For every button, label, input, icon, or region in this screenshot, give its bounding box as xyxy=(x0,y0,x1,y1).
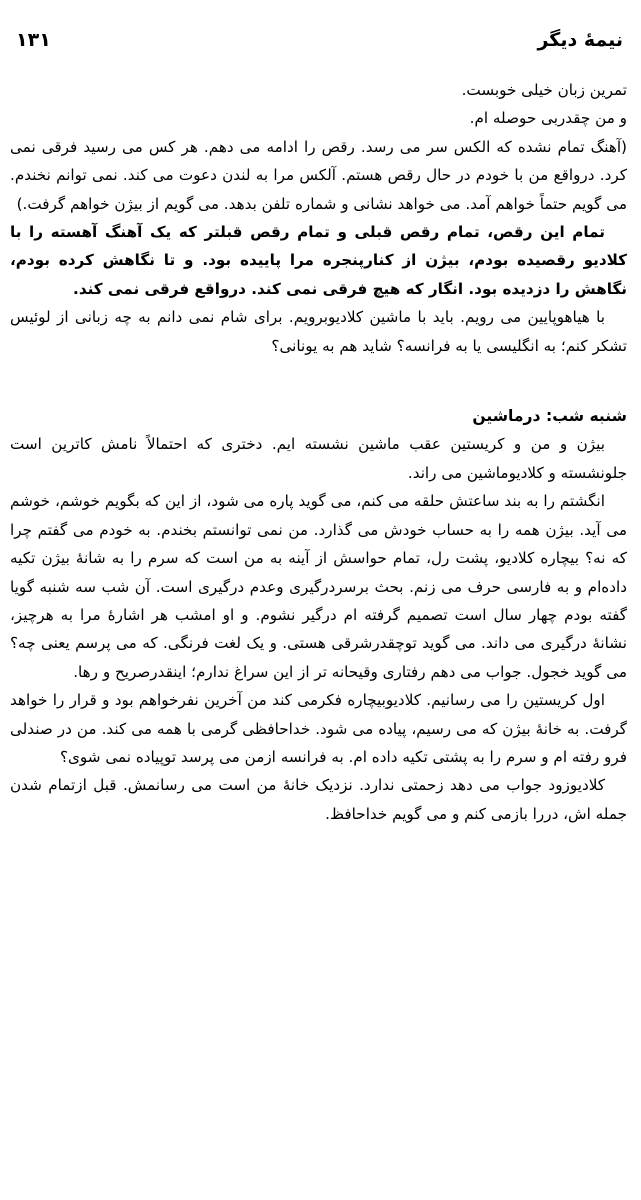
paragraph: (آهنگ تمام نشده که الکس سر می رسد. رقص را ادامه می دهم. هر کس می رسید فرقی نمی کرد. درواقع من با خودم در حال رقص هستم. آلکس مرا به لندن دعوت می کند. نمی توانم نخندم. می گویم حتماً خواهم آمد. می خواهد نشانی و شماره تلفن بدهد. می گویم از بیژن خواهم گرفت.) xyxy=(10,137,627,213)
paragraph: انگشتم را به بند ساعتش حلقه می کنم، می گوید پاره می شود، از این که بگویم خوشم، خوشم می آید. بیژن همه را به حساب خودش می گذارد. من نمی توانستم بخندم. به خودم می گفتم چرا که نه؟ بیچاره کلادیو، پشت رل، تمام حواسش از آینه به من است که سرم را به شانهٔ بیژن تکیه داده‌ام و به فارسی حرف می زنم. بحث برسردرگیری وعدم درگیری است. آن شب سه شنبه گویا گفته بودم چهار سال است تصمیم گرفته ام درگیر نشوم. و او امشب هر اشارهٔ مرا به هرچیز، نشانهٔ درگیری می داند. می گوید توچقدرشرقی هستی. و یک لغت فرنگی. که می پرسم یعنی چه؟ می گوید خجول. جواب می دهم رفتاری وقیحانه تر از این سراغ ندارم؛ اینقدرصریح و رها. xyxy=(10,492,627,681)
paragraph: کلادیوزود جواب می دهد زحمتی ندارد. نزدیک خانهٔ من است می رسانمش. قبل ازتمام شدن جمله اش، دررا بازمی کنم و می گویم خداحافظ. xyxy=(10,776,627,823)
section-heading: شنبه شب: درماشین xyxy=(472,407,627,426)
running-head xyxy=(16,22,623,58)
paragraph-bold: تمام این رقص، تمام رقص قبلی و تمام رقص قبلتر که یک آهنگ آهسته را با کلادیو رقصیده بودم، بیژن از کنارپنجره مرا پاییده بود. و تا نگاهش کرده بودم، نگاهش را دزدیده بود. انگار که هیچ فرقی نمی کند. درواقع فرقی نمی کند. xyxy=(10,223,627,298)
paragraph: تمرین زبان خیلی خوبست. xyxy=(461,81,627,99)
running-title: نیمهٔ دیگر xyxy=(537,29,623,51)
paragraph: اول کریستین را می رسانیم. کلادیوبیچاره فکرمی کند من آخرین نفرخواهم بود و قرار را خواهد گرفت. به خانهٔ بیژن که می رسیم، پیاده می شود. خداحافظی گرمی با همه می کند. من در صندلی فرو رفته ام و سرم را به پشتی تکیه داده ام. به فرانسه ازمن می پرسد توپیاده نمی شوی؟ xyxy=(10,691,627,766)
paragraph: با هیاهوپایین می رویم. باید با ماشین کلادیوبرویم. برای شام نمی دانم به چه زبانی از لوئیس تشکر کنم؛ به انگلیسی یا به فرانسه؟ شاید هم به یونانی؟ xyxy=(10,308,627,355)
paragraph: و من چقدربی حوصله ام. xyxy=(469,109,627,128)
page-number: ۱۳۱ xyxy=(16,29,51,51)
paragraph: بیژن و من و کریستین عقب ماشین نشسته ایم. دختری که احتمالاً نامش کاترین است جلونشسته و کلادیوماشین می راند. xyxy=(10,435,627,482)
section-gap xyxy=(10,360,627,402)
body-text xyxy=(10,76,627,828)
